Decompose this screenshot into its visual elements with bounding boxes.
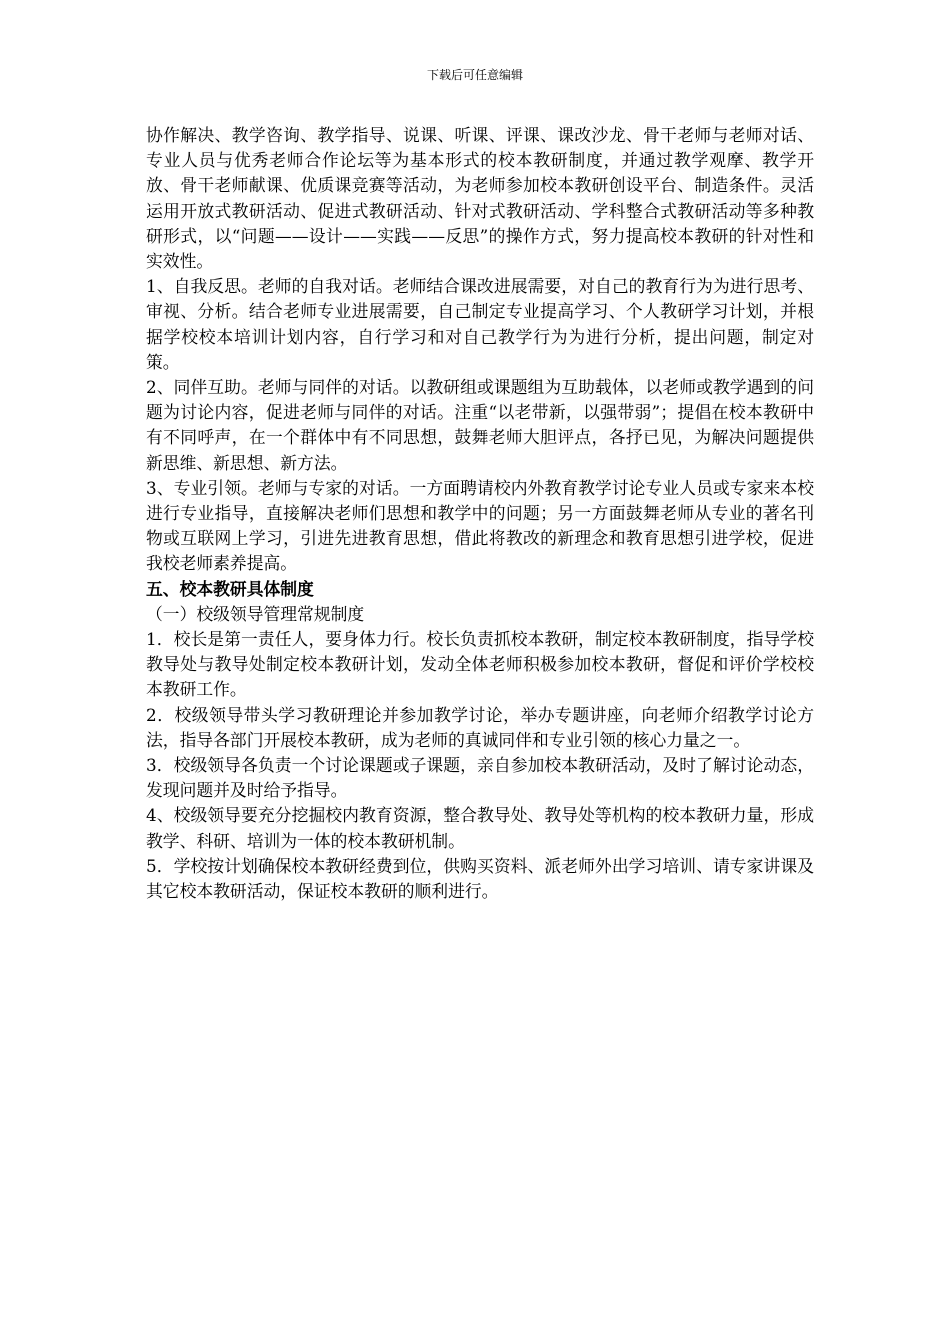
document-body: [146, 123, 814, 904]
paragraph-rule-3: 3．校级领导各负责一个讨论课题或子课题，亲自参加校本教研活动，及时了解讨论动态，发现问题并及时给予指导。: [146, 755, 814, 801]
paragraph-rule-2: 2．校级领导带头学习教研理论并参加教学讨论，举办专题讲座，向老师介绍教学讨论方法，指导各部门开展校本教研，成为老师的真诚同伴和专业引领的核心力量之一。: [146, 704, 814, 750]
paragraph-rule-5: 5．学校按计划确保校本教研经费到位，供购买资料、派老师外出学习培训、请专家讲课及其它校本教研活动，保证校本教研的顺利进行。: [146, 855, 814, 902]
paragraph-peer-support: 2、同伴互助。老师与同伴的对话。以教研组或课题组为互助载体，以老师或教学遇到的问题为讨论内容，促进老师与同伴的对话。注重“以老带新，以强带弱”；提倡在校本教研中有不同呼声，在一个群体中有不同思想，鼓舞老师大胆评点，各抒已见，为解决问题提供新思维、新思想、新方法。: [146, 377, 814, 473]
paragraph-professional-guidance: 3、专业引领。老师与专家的对话。一方面聘请校内外教育教学讨论专业人员或专家来本校进行专业指导，直接解决老师们思想和教学中的问题；另一方面鼓舞老师从专业的著名刊物或互联网上学习，引进先进教育思想，借此将教改的新理念和教育思想引进学校，促进我校老师素养提高。: [146, 477, 814, 574]
paragraph-intro: 协作解决、教学咨询、教学指导、说课、听课、评课、课改沙龙、骨干老师与老师对话、专业人员与优秀老师合作论坛等为基本形式的校本教研制度，并通过教学观摩、教学开放、骨干老师献课、优质课竞赛等活动，为老师参加校本教研创设平台、制造条件。灵活运用开放式教研活动、促进式教研活动、针对式教研活动、学科整合式教研活动等多种教研形式，以“问题——设计——实践——反思”的操作方式，努力提高校本教研的针对性和实效性。: [146, 125, 814, 272]
subsection-heading: （一）校级领导管理常规制度: [146, 603, 365, 624]
paragraph-rule-1: 1．校长是第一责任人，要身体力行。校长负责抓校本教研，制定校本教研制度，指导学校教导处与教导处制定校本教研计划，发动全体老师积极参加校本教研，督促和评价学校校本教研工作。: [146, 629, 814, 700]
paragraph-rule-4: 4、校级领导要充分挖掘校内教育资源，整合教导处、教导处等机构的校本教研力量，形成教学、科研、培训为一体的校本教研机制。: [146, 805, 814, 851]
paragraph-self-reflection: 1、自我反思。老师的自我对话。老师结合课改进展需要，对自己的教育行为为进行思考、审视、分析。结合老师专业进展需要，自己制定专业提高学习、个人教研学习计划，并根据学校校本培训计划内容，自行学习和对自己教学行为为进行分析，提出问题，制定对策。: [146, 276, 814, 372]
section-heading: 五、校本教研具体制度: [146, 578, 314, 599]
page-header: 下载后可任意编辑: [426, 68, 523, 82]
